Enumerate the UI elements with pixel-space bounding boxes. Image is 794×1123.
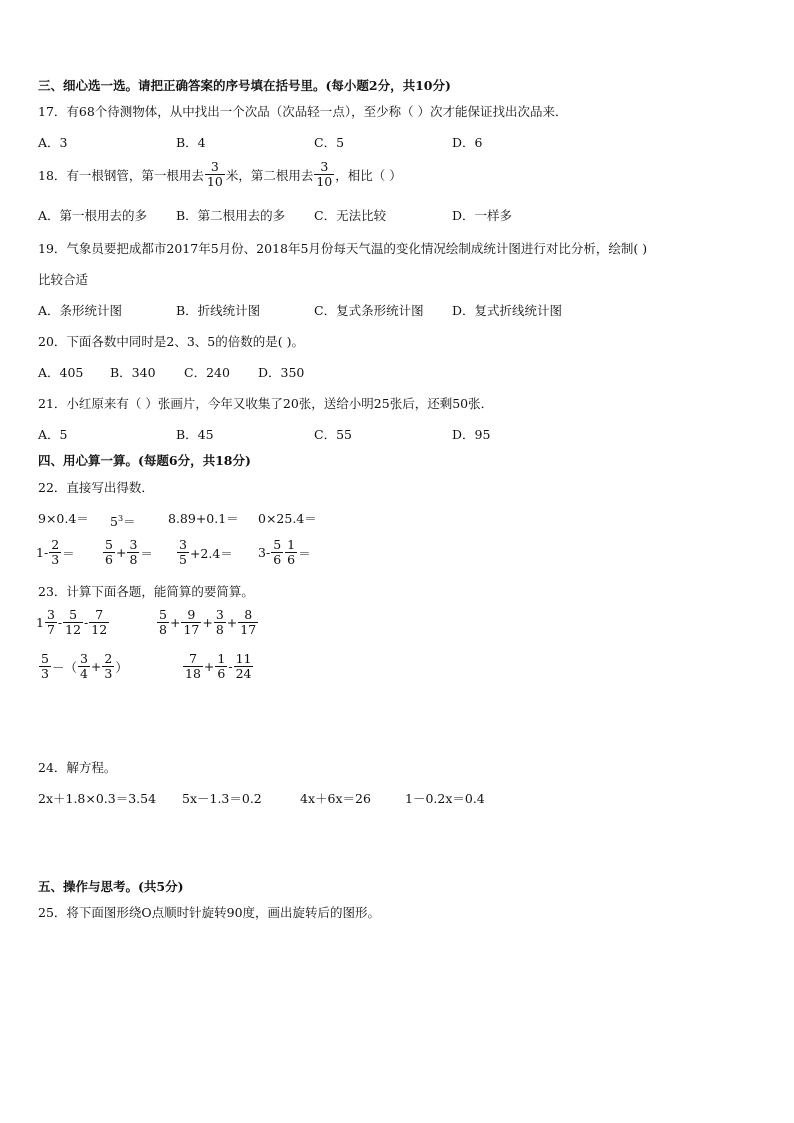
q18-option-b: B．第二根用去的多 — [176, 208, 286, 223]
q21-option-d: D．95 — [452, 427, 491, 442]
q22-e8-d1: 6 — [273, 552, 282, 567]
q23-p4-op2: - — [228, 659, 233, 674]
q22-expr-2-exponent: 3 — [117, 514, 124, 523]
q23-p4-fraction-1 — [183, 652, 203, 681]
q18-text — [38, 160, 402, 189]
q23-p3-close: ） — [115, 659, 128, 675]
q19-option-d: D．复式折线统计图 — [452, 303, 563, 318]
q23-p1-n1: 3 — [46, 607, 55, 622]
q22-e8-fraction-2 — [285, 538, 297, 567]
q18-option-d: D．一样多 — [452, 208, 513, 223]
q23-p1-d3: 12 — [91, 622, 108, 637]
q23-problem-3 — [38, 652, 128, 681]
q24-equation-3: 4x＋6x＝26 — [300, 791, 371, 806]
q23-p2-d1: 8 — [159, 622, 167, 637]
q22-expr-2 — [110, 510, 136, 531]
q23-problem-2 — [156, 608, 259, 637]
q20-option-b: B．340 — [110, 365, 156, 380]
q23-p4-d1: 18 — [185, 666, 201, 681]
q23-p4-d3: 24 — [235, 666, 252, 681]
q23-p1-d1: 7 — [46, 622, 55, 637]
q22-expr-2-eq: ＝ — [123, 514, 136, 529]
q23-p4-n2: 1 — [217, 651, 226, 666]
q23-p4-fraction-3 — [234, 652, 254, 681]
q23-p1-n2: 5 — [69, 607, 78, 622]
q23-p3-op2: + — [90, 659, 102, 674]
q22-e8-eq: ＝ — [298, 545, 311, 561]
q17-text: 17．有68个待测物体，从中找出一个次品（次品轻一点），至少称（ ）次才能保证找出次品来． — [38, 104, 568, 119]
q22-e6-eq: ＝ — [140, 545, 153, 561]
q18-post: ，相比（ ） — [335, 167, 402, 183]
q23-p3-d2: 4 — [79, 666, 88, 681]
q19-line-1: 19．气象员要把成都市2017年5月份、2018年5月份每天气温的变化情况绘制成统计图进行对比分析，绘制( ) — [38, 241, 648, 256]
q23-p2-n2: 9 — [187, 607, 196, 622]
q22-expr-3: 8.89+0.1＝ — [168, 511, 239, 526]
q22-e5-eq: ＝ — [62, 545, 75, 561]
q22-e5-fraction — [49, 538, 61, 567]
q22-e8-n1: 5 — [273, 537, 282, 552]
q21-text: 21．小红原来有（ ）张画片，今年又收集了20张，送给小明25张后，还剩50张． — [38, 396, 494, 411]
q22-e5-denominator: 3 — [51, 552, 60, 567]
q23-problem-1 — [36, 608, 110, 637]
q22-expr-4: 0×25.4＝ — [258, 511, 317, 526]
q23-p1-d2: 12 — [65, 622, 82, 637]
q23-p3-n1: 5 — [41, 651, 49, 666]
q18-f1-numerator: 3 — [210, 159, 219, 174]
q17-option-a: A．3 — [38, 135, 68, 150]
q22-e6-d1: 6 — [105, 552, 113, 567]
q17-option-d: D．6 — [452, 135, 483, 150]
section-4-title: 四、用心算一算。(每题6分，共18分) — [38, 453, 251, 468]
q17-option-b: B．4 — [176, 135, 206, 150]
q22-e6-d2: 8 — [129, 552, 138, 567]
q23-p2-op2: + — [202, 615, 213, 630]
q18-pre: 18．有一根钢管，第一根用去 — [38, 167, 204, 183]
q18-fraction-1 — [205, 160, 225, 189]
q23-p1-fraction-2 — [63, 608, 83, 637]
q18-mid: 米，第二根用去 — [225, 167, 314, 183]
q22-e8-pre: 3- — [258, 545, 271, 560]
q23-p4-n1: 7 — [188, 651, 197, 666]
q22-e7-numerator: 3 — [179, 537, 187, 552]
q22-e5-numerator: 2 — [51, 537, 60, 552]
q21-option-c: C．55 — [314, 427, 352, 442]
q23-p3-n3: 2 — [104, 651, 113, 666]
q23-p2-op1: + — [169, 615, 181, 630]
q23-p2-fraction-1 — [157, 608, 169, 637]
q22-e6-n2: 3 — [129, 537, 138, 552]
q23-p2-fraction-2 — [181, 608, 201, 637]
q22-expr-8 — [258, 538, 311, 567]
q17-option-c: C．5 — [314, 135, 345, 150]
q24-equation-4: 1－0.2x＝0.4 — [405, 791, 485, 806]
q22-e7-fraction — [177, 538, 189, 567]
q23-p2-n4: 8 — [244, 607, 253, 622]
section-3-title: 三、细心选一选。请把正确答案的序号填在括号里。(每小题2分，共10分) — [38, 78, 451, 93]
q20-option-c: C．240 — [184, 365, 230, 380]
q18-option-a: A．第一根用去的多 — [38, 208, 148, 223]
q22-expr-6 — [102, 538, 153, 567]
q19-line-2: 比较合适 — [38, 272, 89, 287]
q23-p2-d4: 17 — [240, 622, 257, 637]
q22-e7-denominator: 5 — [179, 552, 187, 567]
q23-p3-fraction-3 — [102, 652, 114, 681]
q23-p3-d3: 3 — [104, 666, 113, 681]
q22-expr-2-base: 5 — [110, 514, 118, 529]
q24-equation-1: 2x＋1.8×0.3＝3.54 — [38, 791, 157, 806]
q22-expr-1: 9×0.4＝ — [38, 511, 89, 526]
q23-p1-n3: 7 — [95, 607, 104, 622]
q22-text: 22．直接写出得数． — [38, 480, 154, 495]
q22-e6-fraction-1 — [103, 538, 115, 567]
q23-p4-n3: 11 — [235, 651, 252, 666]
q19-option-c: C．复式条形统计图 — [314, 303, 424, 318]
q22-e7-post: +2.4＝ — [189, 545, 233, 561]
q23-p3-fraction-1 — [39, 652, 51, 681]
q22-e8-d2: 6 — [287, 552, 296, 567]
q19-option-a: A．条形统计图 — [38, 303, 123, 318]
q22-e8-n2: 1 — [287, 537, 296, 552]
q25-text: 25．将下面图形绕O点顺时针旋转90度，画出旋转后的图形。 — [38, 905, 381, 920]
q22-e6-op: + — [115, 545, 127, 560]
q24-text: 24．解方程。 — [38, 760, 117, 775]
q18-f2-denominator: 10 — [316, 174, 333, 189]
q23-p1-op2: - — [84, 615, 89, 630]
q22-e8-fraction-1 — [271, 538, 283, 567]
q23-problem-4 — [182, 652, 254, 681]
q23-text: 23．计算下面各题，能简算的要简算。 — [38, 584, 254, 599]
q23-p1-op1: - — [57, 615, 63, 630]
q24-equation-2: 5x－1.3＝0.2 — [182, 791, 262, 806]
q23-p4-fraction-2 — [215, 652, 227, 681]
q21-option-a: A．5 — [38, 427, 68, 442]
q23-p1-whole: 1 — [36, 615, 44, 630]
q23-p2-d2: 17 — [183, 622, 200, 637]
q23-p2-d3: 8 — [215, 622, 224, 637]
q23-p2-fraction-4 — [238, 608, 258, 637]
q20-option-a: A．405 — [38, 365, 84, 380]
q23-p3-n2: 3 — [79, 651, 88, 666]
q23-p3-fraction-2 — [78, 652, 90, 681]
q23-p1-fraction-3 — [89, 608, 109, 637]
q19-option-b: B．折线统计图 — [176, 303, 261, 318]
q21-option-b: B．45 — [176, 427, 214, 442]
q20-text: 20．下面各数中同时是2、3、5的倍数的是( )。 — [38, 334, 304, 349]
q22-expr-7 — [176, 538, 233, 567]
q22-e6-fraction-2 — [127, 538, 139, 567]
q23-p2-fraction-3 — [214, 608, 226, 637]
q23-p2-n3: 3 — [215, 607, 224, 622]
q23-p1-fraction-1 — [45, 608, 57, 637]
q23-p4-op1: + — [203, 659, 215, 674]
q22-e6-n1: 5 — [105, 537, 113, 552]
q18-fraction-2 — [314, 160, 334, 189]
q23-p3-d1: 3 — [41, 666, 49, 681]
q22-e5-pre: 1- — [36, 545, 49, 560]
q22-expr-5 — [36, 538, 75, 567]
q18-f2-numerator: 3 — [320, 159, 329, 174]
q23-p4-d2: 6 — [217, 666, 226, 681]
q23-p2-n1: 5 — [159, 607, 167, 622]
q23-p2-op3: + — [226, 615, 238, 630]
q23-p3-op1: －（ — [51, 659, 77, 675]
q18-option-c: C．无法比较 — [314, 208, 387, 223]
q18-f1-denominator: 10 — [206, 174, 223, 189]
q20-option-d: D．350 — [258, 365, 305, 380]
section-5-title: 五、操作与思考。(共5分) — [38, 879, 184, 894]
